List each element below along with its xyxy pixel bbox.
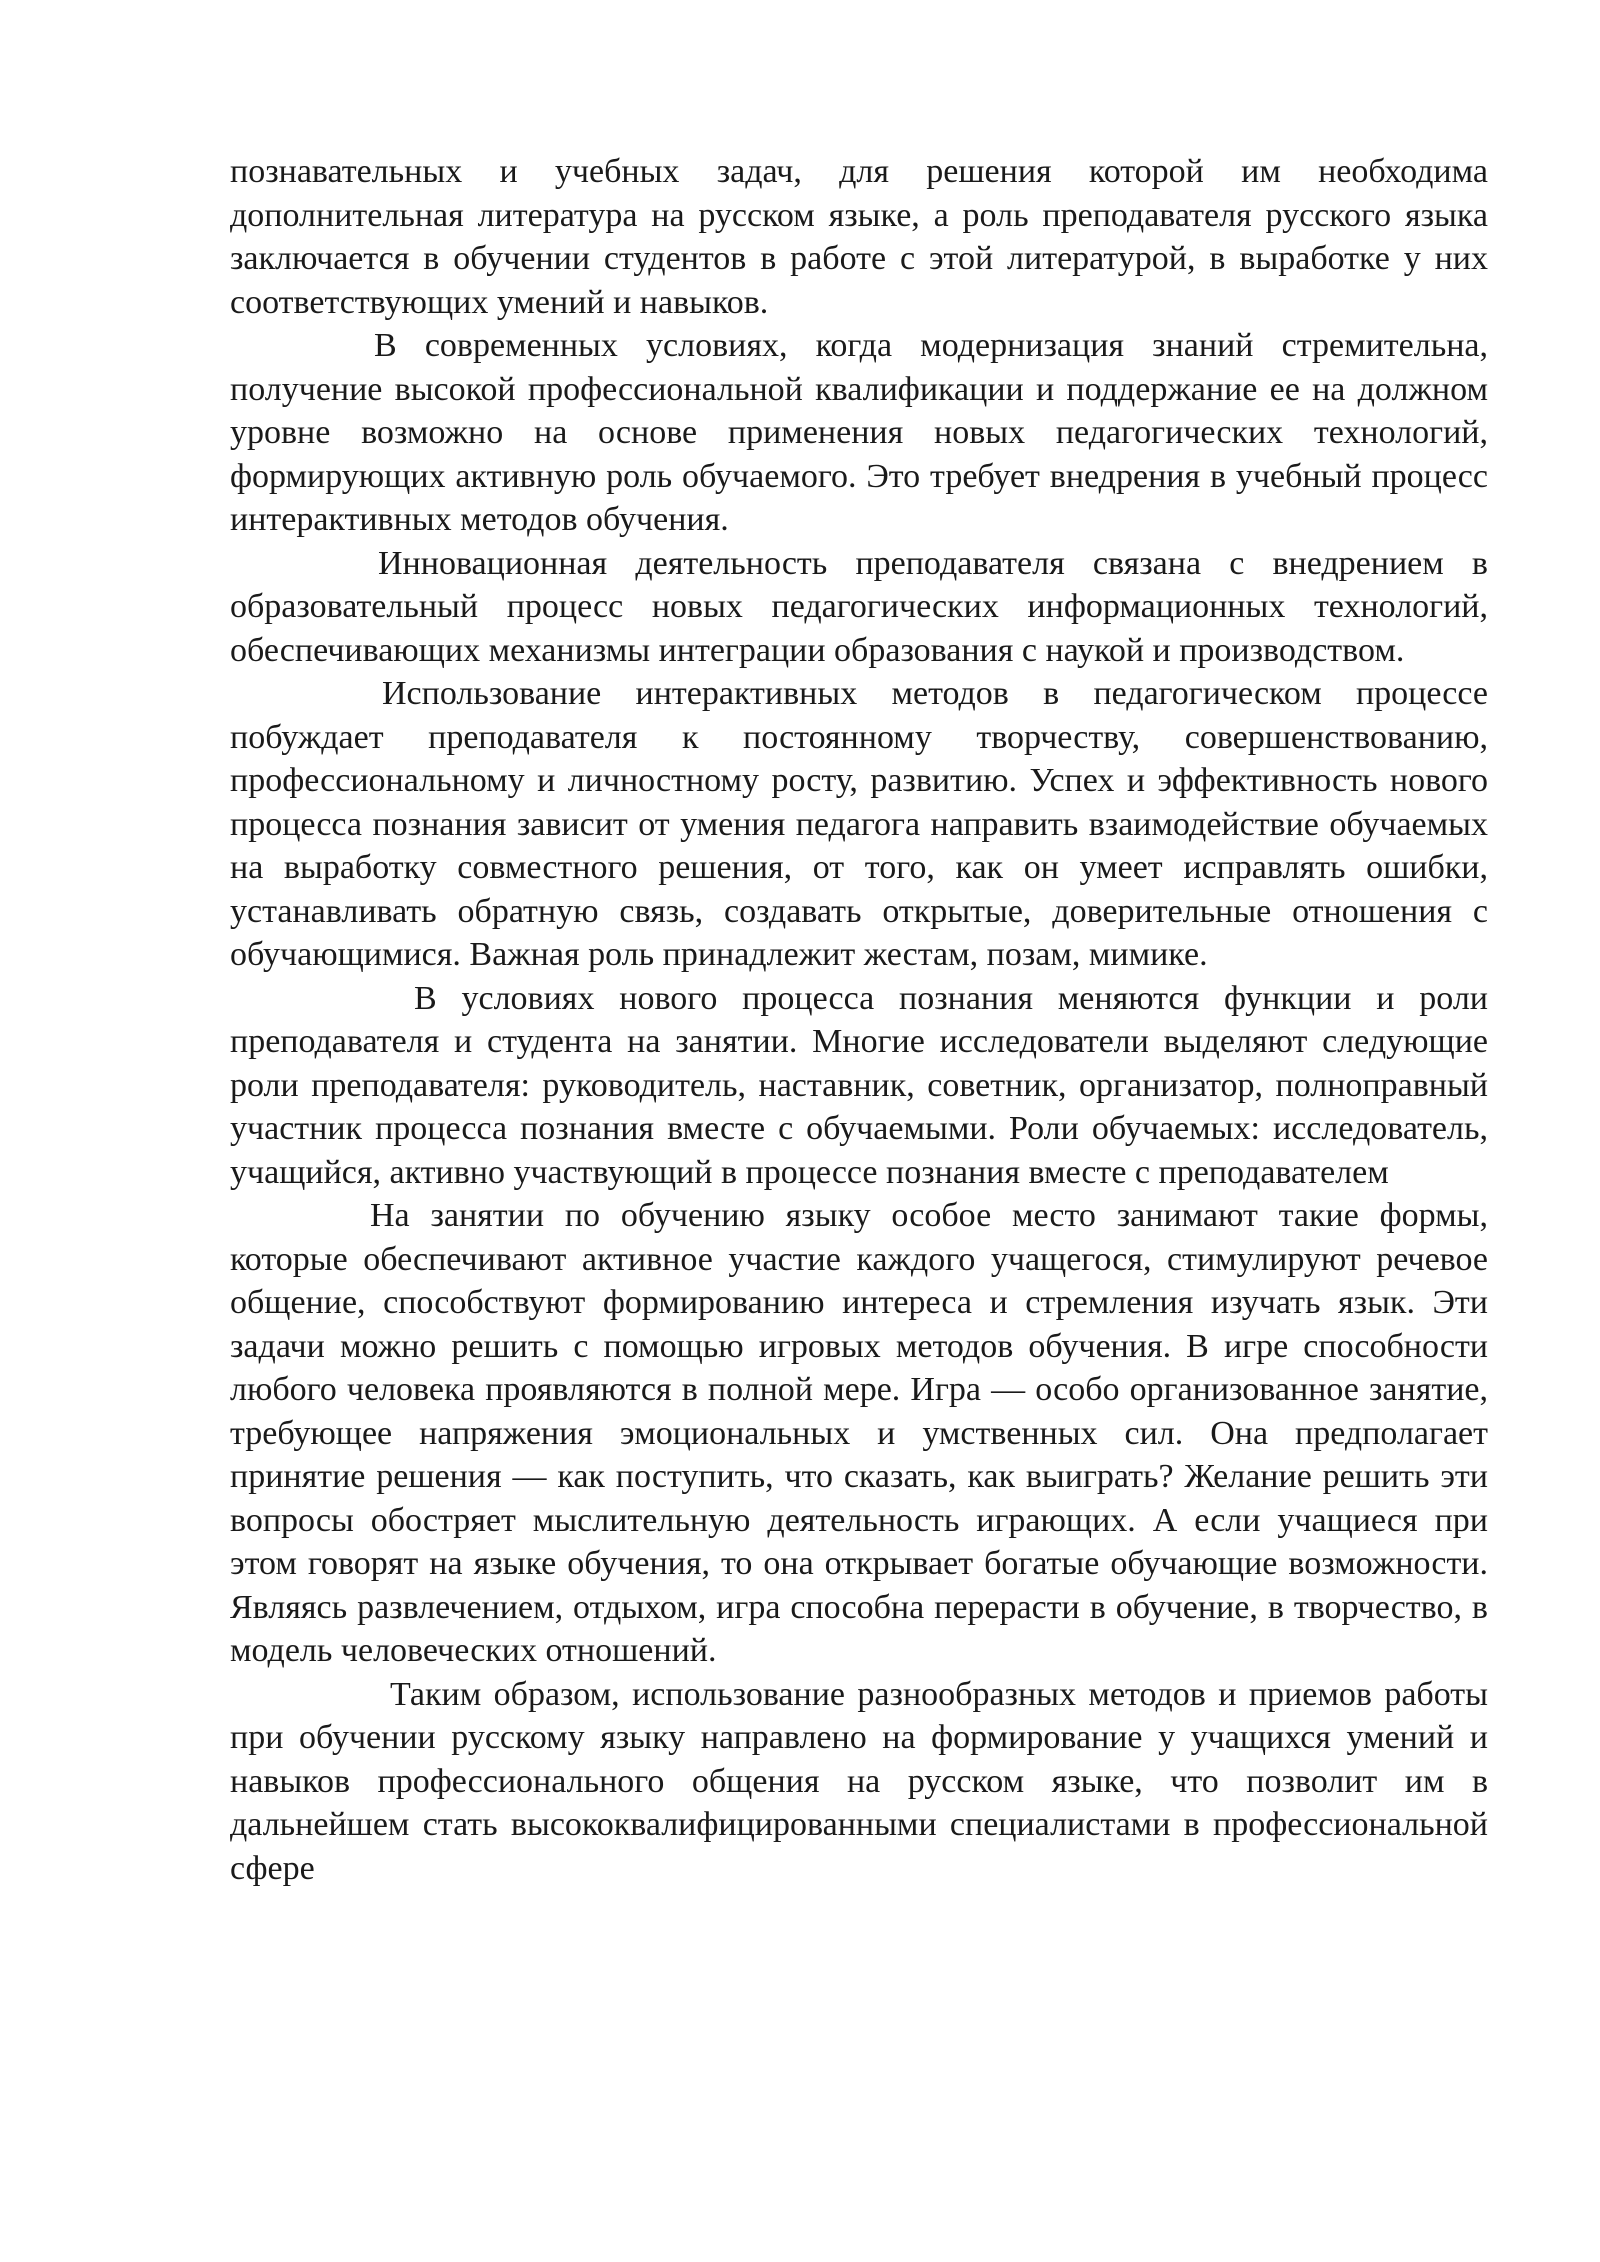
paragraph-roles: В условиях нового процесса познания меняются функции и роли преподавателя и студента на занятии. Многие исследователи выделяют следующие роли преподавателя: руководитель, наставник, советник, организатор, полноправный участник процесса познания вместе с обучаемыми. Роли обучаемых: исследователь, учащийся, активно участвующий в процессе познания вместе с преподавателем xyxy=(230,979,1488,1191)
paragraph-modern-conditions: В современных условиях, когда модернизация знаний стремительна, получение высокой профессиональной квалификации и поддержание ее на должном уровне возможно на основе применения новых педагогических технологий, формирующих активную роль обучаемого. Это требует внедрения в учебный процесс интерактивных методов обучения. xyxy=(230,327,1488,538)
paragraph-interactive-methods: Использование интерактивных методов в педагогическом процессе побуждает преподавателя к постоянному творчеству, совершенствованию, профессиональному и личностному росту, развитию. Успех и эффективность нового процесса познания зависит от умения педагога направить взаимодействие обучаемых на выработку совместного решения, от того, как он умеет исправлять ошибки, устанавливать обратную связь, создавать открытые, доверительные отношения с обучающимися. Важная роль принадлежит жестам, позам, мимике. xyxy=(230,675,1488,973)
paragraph-games: На занятии по обучению языку особое место занимают такие формы, которые обеспечивают активное участие каждого учащегося, стимулируют речевое общение, способствуют формированию интереса и стремления изучать язык. Эти задачи можно решить с помощью игровых методов обучения. В игре способности любого человека проявляются в полной мере. Игра — особо организованное занятие, требующее напряжения эмоциональных и умственных сил. Она предполагает принятие решения — как поступить, что сказать, как выиграть? Желание решить эти вопросы обостряет мыслительную деятельность играющих. А если учащиеся при этом говорят на языке обучения, то она открывает богатые обучающие возможности. Являясь развлечением, отдыхом, игра способна перерасти в обучение, в творчество, в модель человеческих отношений. xyxy=(230,1197,1488,1669)
paragraph-innovation: Инновационная деятельность преподавателя связана с внедрением в образовательный процесс новых педагогических информационных технологий, обеспечивающих механизмы интеграции образования с наукой и производством. xyxy=(230,544,1488,669)
paragraph-continuation: познавательных и учебных задач, для решения которой им необходима дополнительная литература на русском языке, а роль преподавателя русского языка заключается в обучении студентов в работе с этой литературой, в выработке у них соответствующих умений и навыков. xyxy=(230,153,1488,321)
document-page xyxy=(230,150,1488,1890)
paragraph-conclusion: Таким образом, использование разнообразных методов и приемов работы при обучении русскому языку направлено на формирование у учащихся умений и навыков профессионального общения на русском языке, что позволит им в дальнейшем стать высококвалифицированными специалистами в профессиональной сфере xyxy=(230,1675,1488,1887)
